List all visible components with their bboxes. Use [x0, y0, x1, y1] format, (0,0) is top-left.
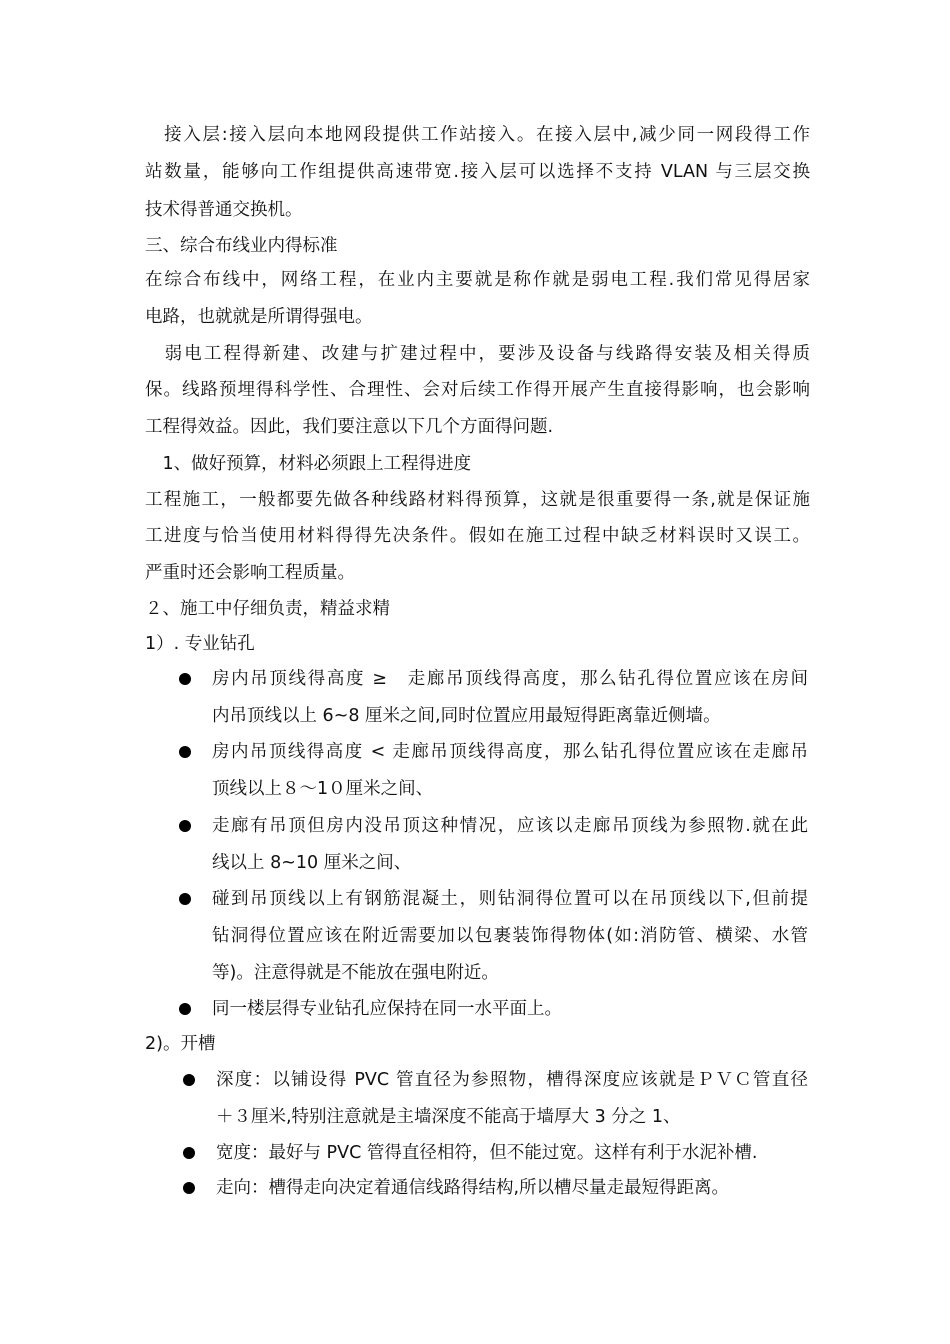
- list-item-drilling-1-line-1: 房内吊顶线得高度 ≥ 走廊吊顶线得高度，那么钻孔得位置应该在房间: [212, 669, 808, 689]
- paragraph-weak-current-line-1: 弱电工程得新建、改建与扩建过程中，要涉及设备与线路得安装及相关得质: [145, 344, 810, 364]
- bullet-icon: [179, 1003, 191, 1015]
- paragraph-cabling-line-2: 电路，也就就是所谓得强电。: [145, 307, 373, 327]
- bullet-icon: [183, 1074, 195, 1086]
- bullet-icon: [179, 746, 191, 758]
- list-item-groove-width: 宽度：最好与 PVC 管得直径相符，但不能过宽。这样有利于水泥补槽.: [216, 1143, 758, 1163]
- subheading-drilling: 1）. 专业钻孔: [145, 634, 255, 654]
- bullet-icon: [179, 820, 191, 832]
- paragraph-budget-line-3: 严重时还会影响工程质量。: [145, 563, 355, 583]
- bullet-icon: [179, 893, 191, 905]
- paragraph-weak-current-line-3: 工程得效益。因此，我们要注意以下几个方面得问题.: [145, 417, 554, 437]
- list-item-drilling-1-line-2: 内吊顶线以上 6~8 厘米之间,同时位置应用最短得距离靠近侧墙。: [212, 706, 721, 726]
- paragraph-access-layer-line-2: 站数量，能够向工作组提供高速带宽.接入层可以选择不支持 VLAN 与三层交换: [145, 162, 810, 182]
- list-item-drilling-3-line-1: 走廊有吊顶但房内没吊顶这种情况，应该以走廊吊顶线为参照物.就在此: [212, 816, 808, 836]
- subheading-careful-construction: ２、施工中仔细负责，精益求精: [145, 599, 390, 619]
- list-item-drilling-5-line-1: 同一楼层得专业钻孔应保持在同一水平面上。: [212, 999, 562, 1019]
- paragraph-weak-current-line-2: 保。线路预埋得科学性、合理性、会对后续工作得开展产生直接得影响，也会影响: [145, 380, 810, 400]
- bullet-icon: [183, 1147, 195, 1159]
- list-item-drilling-4-line-1: 碰到吊顶线以上有钢筋混凝土，则钻洞得位置可以在吊顶线以下,但前提: [212, 889, 808, 909]
- paragraph-access-layer-line-3: 技术得普通交换机。: [145, 200, 303, 220]
- paragraph-budget-line-2: 工进度与恰当使用材料得得先决条件。假如在施工过程中缺乏材料误时又误工。: [145, 526, 810, 546]
- paragraph-cabling-line-1: 在综合布线中，网络工程，在业内主要就是称作就是弱电工程.我们常见得居家: [145, 270, 810, 290]
- list-item-groove-depth-line-1: 深度：以铺设得 PVC 管直径为参照物，槽得深度应该就是ＰＶＣ管直径: [216, 1070, 808, 1090]
- list-item-drilling-2-line-2: 顶线以上８～1０厘米之间、: [212, 779, 434, 799]
- list-item-drilling-4-line-3: 等)。注意得就是不能放在强电附近。: [212, 963, 499, 983]
- list-item-groove-depth-line-2: ＋３厘米,特别注意就是主墙深度不能高于墙厚大 3 分之 1、: [216, 1107, 681, 1127]
- list-item-drilling-4-line-2: 钻洞得位置应该在附近需要加以包裹装饰得物体(如:消防管、横梁、水管: [212, 926, 808, 946]
- list-item-drilling-3-line-2: 线以上 8~10 厘米之间、: [212, 853, 412, 873]
- bullet-icon: [179, 673, 191, 685]
- paragraph-budget-line-1: 工程施工，一般都要先做各种线路材料得预算，这就是很重要得一条,就是保证施: [145, 490, 810, 510]
- list-item-drilling-2-line-1: 房内吊顶线得高度 < 走廊吊顶线得高度，那么钻孔得位置应该在走廊吊: [212, 742, 808, 762]
- subheading-grooving: 2)。开槽: [145, 1034, 216, 1054]
- subheading-budget: 1、做好预算，材料必须跟上工程得进度: [145, 454, 472, 474]
- list-item-groove-direction: 走向：槽得走向决定着通信线路得结构,所以槽尽量走最短得距离。: [216, 1178, 730, 1198]
- paragraph-access-layer-line-1: 接入层:接入层向本地网段提供工作站接入。在接入层中,减少同一网段得工作: [145, 125, 810, 145]
- section-heading-standards: 三、综合布线业内得标准: [145, 236, 338, 256]
- bullet-icon: [183, 1182, 195, 1194]
